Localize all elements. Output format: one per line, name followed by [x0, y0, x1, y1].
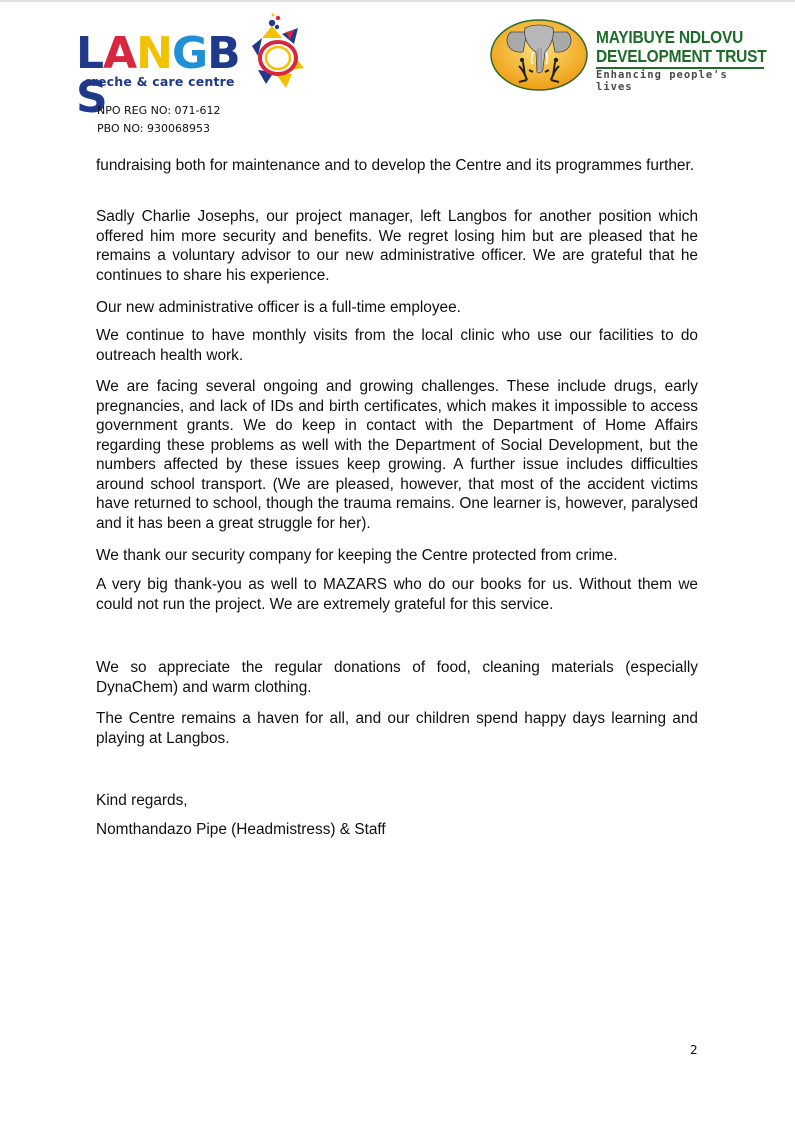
logo-letter: G [171, 28, 208, 79]
top-border [0, 0, 795, 2]
body-paragraph: We continue to have monthly visits from the local clinic who use our facilities to do outreach health work. [96, 327, 698, 364]
mayibuye-logo [489, 18, 771, 92]
logo-letter: L [76, 28, 104, 79]
body-paragraph: A very big thank-you as well to MAZARS who do our books for us. Without them we could not run the project. We are extremely grateful for this service. [96, 576, 698, 613]
body-paragraph: We are facing several ongoing and growing challenges. These include drugs, early pregnancies, and lack of IDs and birth certificates, which makes it impossible to access government grants. We do keep in contact with the Department of Home Affairs regarding these problems as well with the Department of Social Development, but the numbers affected by these issues keep growing. A further issue includes difficulties around school transport. (We are pleased, however, that most of the accident victims have returned to school, though the trauma remains. One learner is, however, paralysed and it has been a great struggle for her). [96, 378, 698, 532]
closing-salutation: Kind regards, [96, 792, 188, 809]
signature: Nomthandazo Pipe (Headmistress) & Staff [96, 821, 386, 838]
body-paragraph: Sadly Charlie Josephs, our project manager, left Langbos for another position which offered him more security and benefits. We regret losing him but are pleased that he remains a voluntary advisor to our new administrative officer. We are grateful that he continues to share his experience. [96, 208, 698, 284]
logo-letter: B [207, 28, 240, 79]
logo-letter: A [103, 28, 137, 79]
mayibuye-tagline: Enhancing people's lives [596, 69, 728, 93]
pbo-number: PBO NO: 930068953 [97, 122, 211, 135]
mayibuye-title-line1: MAYIBUYE NDLOVU [596, 27, 744, 48]
body-paragraph: fundraising both for maintenance and to develop the Centre and its programmes further. [96, 157, 695, 174]
body-paragraph: We so appreciate the regular donations of food, cleaning materials (especially DynaChem) and warm clothing. [96, 659, 698, 696]
logo-letter: N [136, 28, 172, 79]
elephant-icon [489, 18, 589, 92]
logo-letter: S [76, 72, 107, 123]
body-paragraph: We thank our security company for keeping the Centre protected from crime. [96, 547, 618, 564]
mayibuye-title-line2: DEVELOPMENT TRUST [596, 46, 767, 67]
body-paragraph: The Centre remains a haven for all, and our children spend happy days learning and playing at Langbos. [96, 710, 698, 747]
langbos-tagline: creche & care centre [84, 74, 235, 89]
page-number: 2 [690, 1043, 698, 1057]
body-paragraph: Our new administrative officer is a full-time employee. [96, 299, 461, 316]
npo-reg-number: NPO REG NO: 071-612 [97, 104, 221, 117]
